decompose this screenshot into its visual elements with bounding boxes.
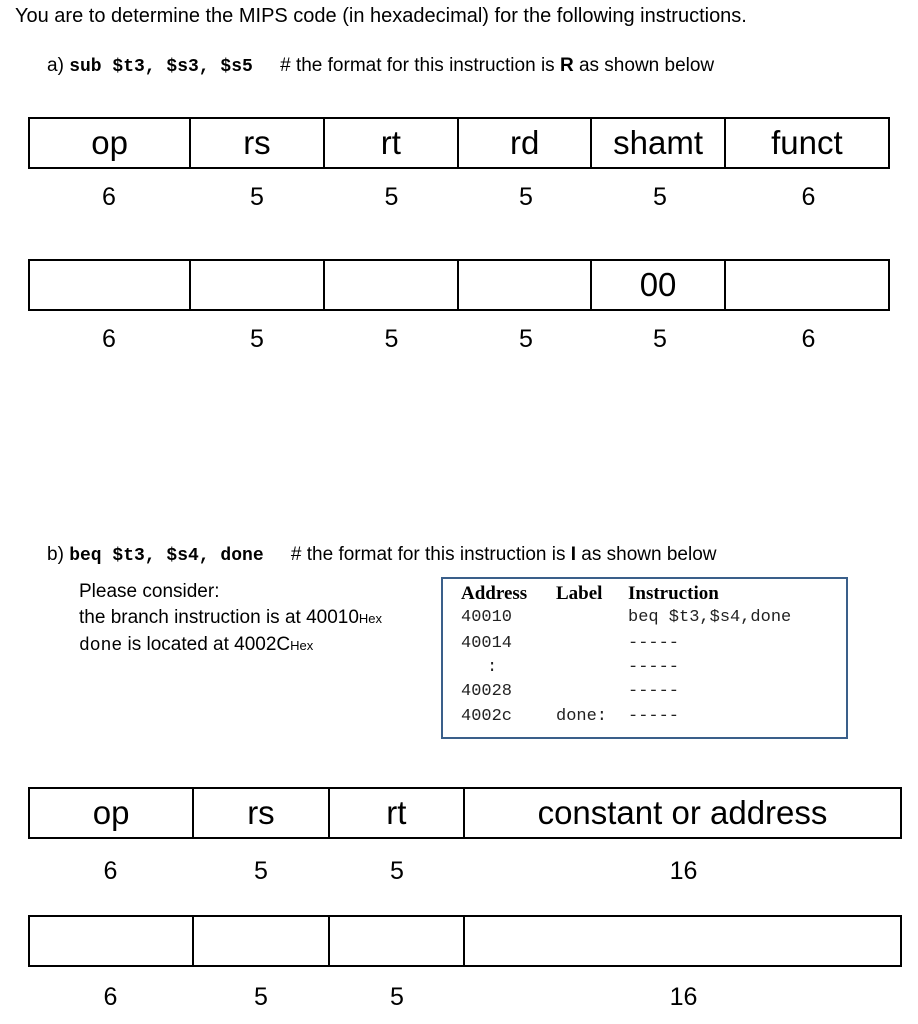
bits-funct: 6: [801, 183, 816, 211]
field-funct: funct: [771, 124, 843, 161]
header-instruction: Instruction: [628, 583, 719, 604]
consider-branch-address: the branch instruction is at 40010Hex: [79, 607, 383, 628]
bits-rt: 5: [384, 183, 399, 211]
answer-rt[interactable]: [325, 261, 459, 309]
answer-bits-rt: 5: [384, 325, 399, 353]
field-rs: rs: [194, 789, 329, 837]
i-format-answer-row: [28, 915, 902, 967]
answer-op[interactable]: [30, 917, 194, 965]
row-instruction: -----: [628, 707, 680, 726]
consider-note: [79, 579, 382, 659]
bits-op: 6: [103, 857, 118, 885]
row-instruction: -----: [628, 634, 680, 653]
answer-funct[interactable]: [726, 261, 888, 309]
bits-op: 6: [102, 183, 116, 211]
bits-rd: 5: [519, 183, 533, 211]
r-format-answer-bit-widths: [28, 325, 890, 354]
answer-bits-rs: 5: [250, 325, 264, 353]
r-format-header-row: [28, 117, 890, 169]
bits-rs: 5: [250, 183, 264, 211]
field-constant-or-address: constant or address: [537, 794, 828, 831]
row-address: 40014: [461, 634, 513, 653]
field-rt: rt: [325, 119, 459, 167]
answer-rd[interactable]: [459, 261, 592, 309]
row-instruction: beq $t3,$s4,done: [628, 608, 792, 627]
part-a-instruction: sub $t3, $s3, $s5: [69, 57, 253, 77]
address-table: [441, 577, 848, 739]
part-a-comment: # the format for this instruction is R as shown below: [280, 55, 715, 76]
r-format-bit-widths: [28, 183, 890, 212]
field-shamt: shamt: [592, 119, 725, 167]
part-b-letter: b): [47, 544, 64, 565]
row-instruction: -----: [628, 658, 680, 677]
consider-done-address: done is located at 4002CHex: [79, 634, 314, 656]
part-b-format: I: [570, 544, 577, 565]
bits-rs: 5: [254, 857, 268, 885]
row-address: :: [487, 658, 498, 677]
i-format-header-row: [28, 787, 902, 839]
intro-text: You are to determine the MIPS code (in hexadecimal) for the following instructions.: [15, 5, 747, 27]
field-op: op: [30, 119, 191, 167]
row-instruction: -----: [628, 682, 680, 701]
answer-bits-rs: 5: [254, 983, 268, 1011]
i-format-bit-widths: [28, 857, 902, 886]
row-address: 40028: [461, 682, 513, 701]
part-a-format: R: [559, 55, 574, 76]
row-address: 40010: [461, 608, 513, 627]
field-rd: rd: [459, 119, 592, 167]
answer-bits-funct: 6: [801, 325, 816, 353]
row-address: 4002c: [461, 707, 513, 726]
part-b-question: [47, 544, 717, 566]
answer-bits-op: 6: [103, 983, 118, 1011]
row-label: done:: [556, 707, 608, 726]
answer-bits-rt: 5: [390, 983, 404, 1011]
part-a-question: [47, 55, 714, 77]
answer-rt[interactable]: [330, 917, 465, 965]
bits-shamt: 5: [653, 183, 667, 211]
bits-constant: 16: [669, 857, 698, 885]
answer-bits-constant: 16: [669, 983, 698, 1011]
part-b-instruction: beq $t3, $s4, done: [69, 546, 264, 566]
part-a-letter: a): [47, 55, 64, 76]
answer-op[interactable]: [30, 261, 191, 309]
answer-bits-op: 6: [102, 325, 116, 353]
answer-shamt[interactable]: 00: [592, 261, 725, 309]
answer-rs[interactable]: [191, 261, 324, 309]
i-format-answer-bit-widths: [28, 983, 902, 1012]
answer-rs[interactable]: [194, 917, 329, 965]
bits-rt: 5: [390, 857, 404, 885]
field-op: op: [30, 789, 194, 837]
header-label: Label: [556, 583, 603, 604]
r-format-answer-row: [28, 259, 890, 311]
header-address: Address: [461, 583, 528, 604]
field-rt: rt: [330, 789, 465, 837]
consider-title: Please consider:: [79, 581, 220, 602]
part-b-comment: # the format for this instruction is I as shown below: [290, 544, 717, 565]
answer-bits-shamt: 5: [653, 325, 667, 353]
field-rs: rs: [191, 119, 324, 167]
answer-constant[interactable]: [465, 917, 900, 965]
answer-bits-rd: 5: [519, 325, 533, 353]
